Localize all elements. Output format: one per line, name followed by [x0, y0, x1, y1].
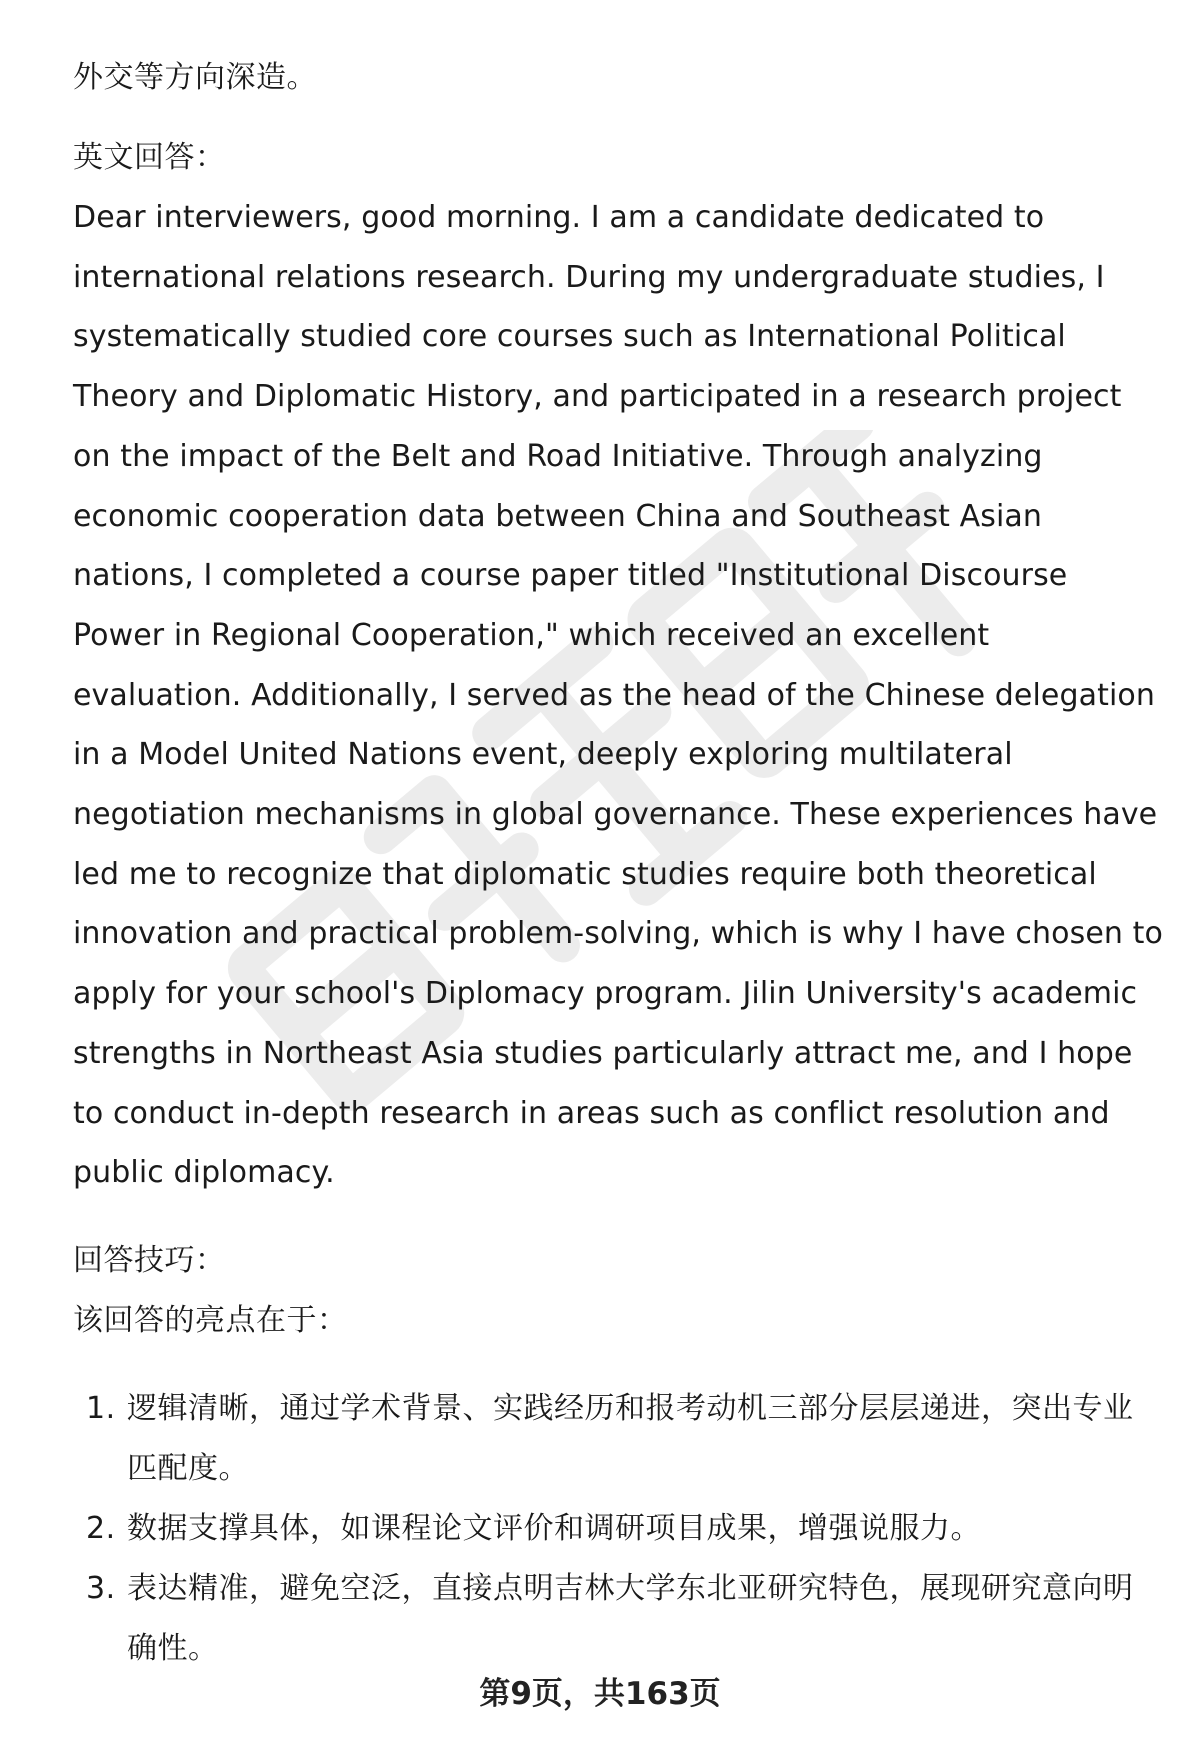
english-answer-heading: 英文回答： [73, 140, 226, 175]
document-page [73, 48, 1163, 1679]
tips-list [73, 1379, 1163, 1679]
english-answer-paragraph: Dear interviewers, good morning. I am a candidate dedicated to international relations research. During my undergraduate studies, I systematically studied core courses such as International Political Theory and Diplomatic History, and participated in a research project on the impact of the Belt and Road Initiative. Through analyzing economic cooperation data between China and Southeast Asian nations, I completed a course paper titled "Institutional Discourse Power in Regional Cooperation," which received an excellent evaluation. Additionally, I served as the head of the Chinese delegation in a Model United Nations event, deeply exploring multilateral negotiation mechanisms in global governance. These experiences have led me to recognize that diplomatic studies require both theoretical innovation and practical problem-solving, which is why I have chosen to apply for your school's Diplomacy program. Jilin University's academic strengths in Northeast Asia studies particularly attract me, and I hope to conduct in-depth research in areas such as conflict resolution and public diplomacy. [73, 200, 1163, 1191]
tip-text: 表达精准，避免空泛，直接点明吉林大学东北亚研究特色，展现研究意向明确性。 [127, 1570, 1134, 1666]
intro-tail-text: 外交等方向深造。 [73, 60, 317, 95]
tip-number: 1. [86, 1390, 116, 1426]
tip-item-1 [73, 1379, 1163, 1499]
tips-subheading: 该回答的亮点在于： [73, 1302, 348, 1338]
tip-text: 数据支撑具体，如课程论文评价和调研项目成果，增强说服力。 [127, 1510, 981, 1546]
tip-item-3 [73, 1559, 1163, 1679]
tip-number: 2. [86, 1510, 116, 1546]
tip-text: 逻辑清晰，通过学术背景、实践经历和报考动机三部分层层递进，突出专业匹配度。 [127, 1390, 1134, 1486]
tip-item-2 [73, 1499, 1163, 1559]
page-number-footer: 第9页，共163页 [479, 1676, 721, 1712]
tip-number: 3. [86, 1570, 116, 1606]
tips-heading: 回答技巧： [73, 1242, 226, 1278]
